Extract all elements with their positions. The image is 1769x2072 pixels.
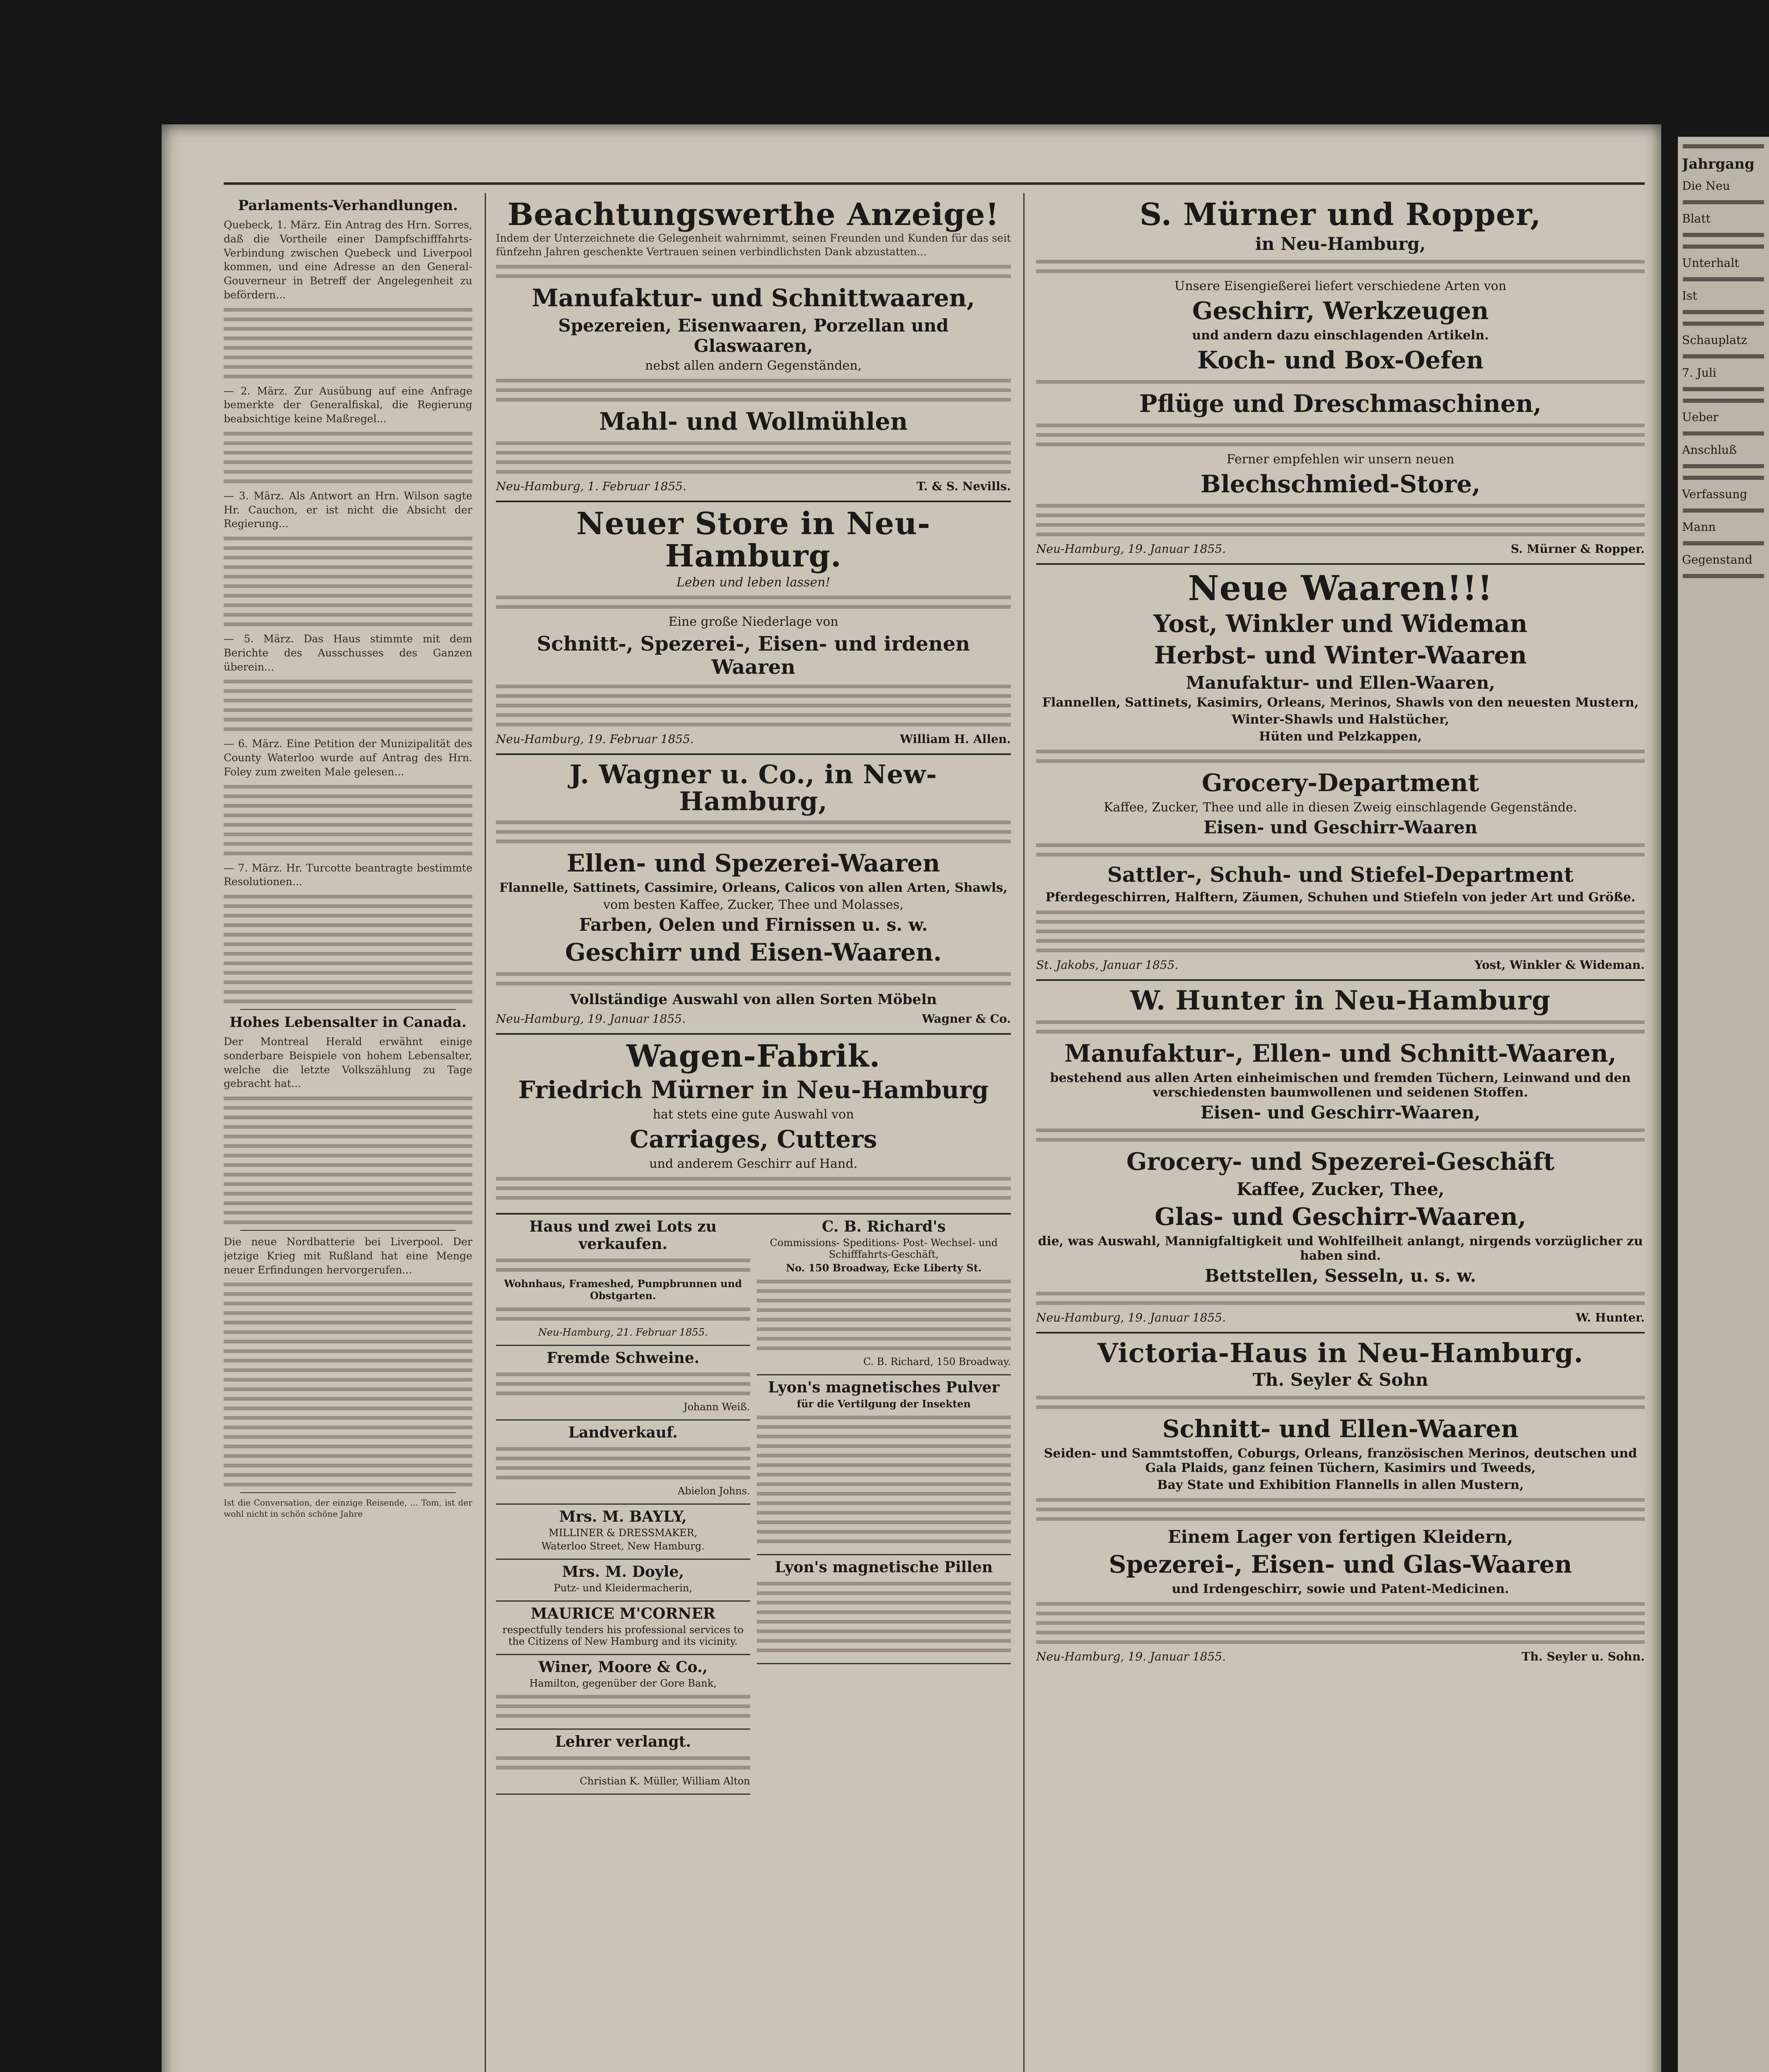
small-ad-title: MAURICE M'CORNER <box>530 1605 715 1623</box>
ad-headline: Manufaktur-, Ellen- und Schnitt-Waaren, <box>1064 1039 1617 1067</box>
adjacent-page-word: 7. Juli <box>1682 366 1716 380</box>
ad-line: hat stets eine gute Auswahl von <box>652 1107 854 1122</box>
ad-headline: Glas- und Geschirr-Waaren, <box>1155 1202 1526 1231</box>
text-line <box>1683 574 1764 578</box>
small-ad <box>757 1215 1011 1375</box>
ad-headline: Ellen- und Spezerei-Waaren <box>566 849 940 877</box>
advertisement <box>1036 193 1645 565</box>
adjacent-page-heading: Jahrgang <box>1682 156 1755 172</box>
advertisement <box>496 193 1011 502</box>
ad-footer <box>1036 958 1645 972</box>
small-ad-line: Hamilton, gegenüber der Gore Bank, <box>529 1677 717 1690</box>
ad-signature: Th. Seyler u. Sohn. <box>1521 1650 1645 1664</box>
text-lines <box>496 265 1011 278</box>
advertisement <box>1036 1334 1645 1671</box>
advertisement <box>496 755 1011 1035</box>
ad-date: Neu-Hamburg, 19. Januar 1855. <box>1036 542 1226 556</box>
ad-line: Flannelle, Sattinets, Cassimire, Orleans, Calicos von allen Arten, Shawls, <box>499 880 1008 895</box>
ad-line: Seiden- und Sammtstoffen, Coburgs, Orleans, französischen Merinos, deutschen und Gala Plaids, ganz feinen Tüchern, Kasimirs und Tweeds, <box>1044 1446 1637 1476</box>
divider <box>240 1009 456 1010</box>
text-line <box>1683 233 1764 237</box>
ad-signature: S. Mürner & Ropper. <box>1510 542 1645 556</box>
ad-headline: Koch- und Box-Oefen <box>1197 346 1484 374</box>
text-lines <box>496 1177 1011 1200</box>
text-lines <box>1036 380 1645 384</box>
small-ad-line: Waterloo Street, New Hamburg. <box>541 1540 705 1552</box>
adjacent-page-word: Ueber <box>1682 410 1719 424</box>
footnote: Ist die Conversation, der einzige Reisende, ... Tom, ist der wohl nicht in schön schöne Jahre <box>224 1498 472 1519</box>
text-line <box>1683 144 1764 148</box>
ad-line: Winter-Shawls und Halstücher, <box>1231 712 1450 727</box>
adjacent-page-edge <box>1678 137 1769 2072</box>
divider <box>240 1492 456 1493</box>
ads-column-right <box>1023 193 1645 2072</box>
text-line <box>1683 244 1764 249</box>
advertisement <box>496 502 1011 755</box>
small-ad-line: respectfully tenders his professional services to the Citizens of New Hamburg and its vicinity. <box>502 1624 744 1648</box>
text-lines <box>496 1259 750 1272</box>
advertisement <box>496 1035 1011 1215</box>
ad-footer <box>496 479 1011 493</box>
ad-headline: Herbst- und Winter-Waaren <box>1154 641 1527 669</box>
text-lines <box>224 1097 472 1224</box>
text-lines <box>1036 1396 1645 1409</box>
text-lines <box>757 1280 1011 1350</box>
text-line <box>1683 541 1764 545</box>
news-column <box>224 193 472 2072</box>
ad-title: Neue Waaren!!! <box>1188 568 1493 608</box>
ad-footer <box>1036 1311 1645 1324</box>
text-lines <box>1036 1128 1645 1142</box>
ad-headline: Carriages, Cutters <box>630 1125 877 1154</box>
ad-headline: Geschirr, Werkzeugen <box>1192 296 1489 325</box>
small-ad <box>496 1215 750 1346</box>
adjacent-page-word: Gegenstand <box>1682 553 1752 566</box>
ad-line: die, was Auswahl, Mannigfaltigkeit und Wohlfeilheit anlangt, nirgends vorzüglicher zu haben sind. <box>1038 1234 1643 1263</box>
small-ad <box>496 1602 750 1655</box>
small-ad-title: Lehrer verlangt. <box>555 1733 691 1751</box>
small-ad <box>496 1655 750 1730</box>
small-ad <box>496 1730 750 1795</box>
small-ad <box>496 1421 750 1505</box>
ad-title: Victoria-Haus in Neu-Hamburg. <box>1097 1337 1584 1369</box>
small-ad-signature: Christian K. Müller, William Alton <box>580 1775 750 1787</box>
text-lines <box>1036 504 1645 536</box>
small-ad <box>757 1555 1011 1664</box>
adjacent-page-word: Ist <box>1682 289 1697 303</box>
text-lines <box>1036 1498 1645 1521</box>
text-lines <box>1036 910 1645 952</box>
small-ad-signature: Abielon Johns. <box>677 1485 750 1497</box>
ad-date: Neu-Hamburg, 19. Februar 1855. <box>496 732 694 746</box>
divider <box>240 1230 456 1231</box>
ad-intro: Indem der Unterzeichnete die Gelegenheit wahrnimmt, seinen Freunden und Kunden für das seit fünfzehn Jahren geschenkte Vertrauen seinen verbindlichsten Dank abzustatten... <box>496 232 1011 258</box>
ad-line: Bay State und Exhibition Flannells in allen Mustern, <box>1157 1478 1524 1493</box>
text-lines <box>224 895 472 1003</box>
small-ad-line: MILLINER & DRESSMAKER, <box>549 1527 698 1539</box>
newspaper-page <box>162 124 1661 2072</box>
text-line <box>1683 310 1764 314</box>
text-lines <box>1036 1602 1645 1644</box>
text-lines <box>224 537 472 626</box>
small-ad-title: Mrs. M. BAYLY, <box>559 1508 687 1526</box>
ad-headline: Grocery-Department <box>1201 768 1479 797</box>
ad-line: und Irdengeschirr, sowie und Patent-Medicinen. <box>1172 1582 1509 1597</box>
ad-headline: Geschirr und Eisen-Waaren. <box>565 938 942 966</box>
article-paragraph: Die neue Nordbatterie bei Liverpool. Der jetzige Krieg mit Rußland hat eine Menge neuer Erfindungen hervorgerufen... <box>224 1236 472 1276</box>
ad-title: Neuer Store in Neu-Hamburg. <box>576 506 931 574</box>
article-paragraph: Der Montreal Herald erwähnt einige sonderbare Beispiele von hohem Lebensalter, welche die letzte Volkszählung zu Tage gebracht hat... <box>224 1036 472 1090</box>
text-line <box>1683 354 1764 358</box>
ad-subline: Farben, Oelen und Firnissen u. s. w. <box>579 914 928 935</box>
small-ad-title: Lyon's magnetisches Pulver <box>768 1379 1000 1397</box>
text-line <box>1683 508 1764 513</box>
small-ad <box>496 1505 750 1560</box>
article-paragraph: — 3. März. Als Antwort an Hrn. Wilson sagte Hr. Cauchon, er ist nicht die Absicht der Regierung... <box>224 489 472 530</box>
text-lines <box>224 432 472 483</box>
ad-footer <box>1036 542 1645 556</box>
ad-line: und andern dazu einschlagenden Artikeln. <box>1192 328 1489 343</box>
ad-title: J. Wagner u. Co., in New-Hamburg, <box>569 759 938 816</box>
ad-line: Eine große Niederlage von <box>668 614 839 629</box>
text-lines <box>224 680 472 731</box>
ad-subline: Eisen- und Geschirr-Waaren, <box>1200 1102 1481 1123</box>
adjacent-page-word: Anschluß <box>1682 443 1737 457</box>
small-ad <box>496 1346 750 1421</box>
text-line <box>1683 200 1764 204</box>
ad-headline: Manufaktur- und Schnittwaaren, <box>532 284 975 312</box>
small-ad <box>496 1560 750 1602</box>
advertisement <box>1036 565 1645 981</box>
article-paragraph: — 6. März. Eine Petition der Munizipalität des County Waterloo wurde auf Antrag des Hrn. Foley zum zweiten Male gelesen... <box>224 738 472 778</box>
ad-subline: Einem Lager von fertigen Kleidern, <box>1167 1527 1513 1547</box>
text-lines <box>496 972 1011 985</box>
ad-date: Neu-Hamburg, 1. Februar 1855. <box>496 479 686 494</box>
ad-line: Flannellen, Sattinets, Kasimirs, Orleans, Merinos, Shawls von den neuesten Mustern, <box>1042 695 1639 710</box>
small-ad-title: Winer, Moore & Co., <box>538 1658 708 1676</box>
text-lines <box>496 685 1011 726</box>
small-ad-signature: Johann Weiß. <box>683 1401 750 1413</box>
ad-line: Pferdegeschirren, Halftern, Zäumen, Schuhen und Stiefeln von jeder Art und Größe. <box>1045 890 1636 905</box>
ad-signature: T. & S. Nevills. <box>916 479 1011 494</box>
ad-headline: Sattler-, Schuh- und Stiefel-Department <box>1107 862 1574 887</box>
ad-subline: in Neu-Hamburg, <box>1255 233 1426 254</box>
text-lines <box>496 1695 750 1718</box>
text-lines <box>1036 1020 1645 1034</box>
small-ad-title: Mrs. M. Doyle, <box>562 1563 684 1581</box>
ad-headline: Friedrich Mürner in Neu-Hamburg <box>518 1076 989 1104</box>
text-lines <box>496 1756 750 1769</box>
ad-headline: Blechschmied-Store, <box>1200 470 1481 498</box>
small-ads-right <box>757 1215 1011 1795</box>
ad-title: W. Hunter in Neu-Hamburg <box>1130 985 1551 1016</box>
text-lines <box>224 1283 472 1486</box>
ads-column-middle <box>485 193 1011 2072</box>
text-line <box>1683 387 1764 391</box>
text-lines <box>1036 750 1645 763</box>
ad-subline: Vollständige Auswahl von allen Sorten Möbeln <box>570 991 937 1008</box>
ad-subline: Manufaktur- und Ellen-Waaren, <box>1186 672 1495 693</box>
adjacent-page-word: Schauplatz <box>1682 333 1747 347</box>
text-lines <box>496 379 1011 402</box>
text-lines <box>496 441 1011 474</box>
text-lines <box>496 1307 750 1321</box>
small-ad-line: Putz- und Kleidermacherin, <box>553 1582 692 1594</box>
adjacent-page-word: Verfassung <box>1682 487 1747 501</box>
small-ad-line: Wohnhaus, Frameshed, Pumpbrunnen und Obstgarten. <box>504 1278 742 1302</box>
ad-signature: Wagner & Co. <box>922 1012 1011 1026</box>
small-ad-date: Neu-Hamburg, 21. Februar 1855. <box>538 1326 708 1339</box>
small-ads-grid <box>496 1215 1011 1795</box>
small-ad-line: für die Vertilgung der Insekten <box>797 1398 971 1410</box>
ad-date: St. Jakobs, Januar 1855. <box>1036 958 1179 972</box>
ad-headline: Yost, Winkler und Wideman <box>1153 609 1527 638</box>
text-lines <box>1036 260 1645 273</box>
text-line <box>1683 322 1764 326</box>
ad-subline: Eisen- und Geschirr-Waaren <box>1203 817 1477 838</box>
ad-subline: Bettstellen, Sesseln, u. s. w. <box>1204 1265 1477 1286</box>
ad-line: vom besten Kaffee, Zucker, Thee und Molasses, <box>603 897 904 912</box>
article-paragraph: — 5. März. Das Haus stimmte mit dem Berichte des Ausschusses des Ganzen überein... <box>224 633 472 673</box>
ad-headline: Pflüge und Dreschmaschinen, <box>1139 389 1542 418</box>
ad-title: Wagen-Fabrik. <box>626 1038 881 1074</box>
ad-headline: Schnitt- und Ellen-Waaren <box>1162 1415 1519 1443</box>
small-ad-title: Haus und zwei Lots zu verkaufen. <box>529 1218 717 1253</box>
section-heading: Hohes Lebensalter in Canada. <box>230 1014 466 1031</box>
ad-line: Hüten und Pelzkappen, <box>1259 729 1422 744</box>
ad-footer <box>496 732 1011 746</box>
text-lines <box>224 785 472 855</box>
section-heading: Parlaments-Verhandlungen. <box>238 197 458 214</box>
article-paragraph: — 7. März. Hr. Turcotte beantragte bestimmte Resolutionen... <box>224 862 472 888</box>
small-ad-line: Commissions- Speditions- Post- Wechsel- und Schifffahrts-Geschäft, <box>770 1237 998 1261</box>
text-line <box>1683 277 1764 281</box>
ad-title: S. Mürner und Ropper, <box>1139 197 1542 232</box>
text-line <box>1683 431 1764 436</box>
ad-subline: Leben und leben lassen! <box>676 575 831 590</box>
text-line <box>1683 464 1764 468</box>
ad-date: Neu-Hamburg, 19. Januar 1855. <box>1036 1650 1226 1664</box>
text-line <box>1683 399 1764 403</box>
text-lines <box>757 1582 1011 1652</box>
ad-line: Kaffee, Zucker, Thee und alle in diesen Zweig einschlagende Gegenstände. <box>1104 800 1577 815</box>
text-lines <box>1036 1292 1645 1305</box>
advertisement <box>1036 981 1645 1334</box>
ad-signature: Yost, Winkler & Wideman. <box>1474 958 1645 972</box>
ad-subline: Kaffee, Zucker, Thee, <box>1236 1179 1445 1199</box>
small-ad <box>757 1375 1011 1555</box>
ad-footer <box>1036 1650 1645 1663</box>
text-line <box>1683 476 1764 480</box>
ad-headline: Schnitt-, Spezerei-, Eisen- und irdenen Waaren <box>536 632 970 679</box>
ad-subline: Th. Seyler & Sohn <box>1252 1370 1428 1390</box>
page-content <box>224 182 1645 2072</box>
small-ad-title: Landverkauf. <box>568 1424 678 1442</box>
ad-title: Beachtungswerthe Anzeige! <box>508 197 999 232</box>
small-ad-line: No. 150 Broadway, Ecke Liberty St. <box>785 1262 982 1274</box>
ad-signature: William H. Allen. <box>900 732 1011 746</box>
ad-line: Ferner empfehlen wir unsern neuen <box>1226 452 1455 467</box>
text-lines <box>496 595 1011 609</box>
adjacent-page-word: Die Neu <box>1682 179 1730 193</box>
ad-footer <box>496 1012 1011 1026</box>
text-lines <box>1036 843 1645 857</box>
ad-line: bestehend aus allen Arten einheimischen und fremden Tüchern, Leinwand und den verschiedensten baumwollenen und seidenen Stoffen. <box>1050 1070 1631 1100</box>
small-ad-signature: C. B. Richard, 150 Broadway. <box>863 1356 1011 1368</box>
ad-date: Neu-Hamburg, 19. Januar 1855. <box>496 1012 686 1026</box>
text-lines <box>496 1447 750 1479</box>
ad-subline: Spezereien, Eisenwaaren, Porzellan und Glaswaaren, <box>558 315 949 356</box>
text-lines <box>224 308 472 378</box>
small-ads-left <box>496 1215 750 1795</box>
article-paragraph: — 2. März. Zur Ausübung auf eine Anfrage bemerkte der Generalfiskal, die Regierung beabsichtige keine Maßregel... <box>224 385 472 425</box>
adjacent-page-word: Mann <box>1682 520 1716 534</box>
ad-line: und anderem Geschirr auf Hand. <box>649 1157 858 1172</box>
ad-date: Neu-Hamburg, 19. Januar 1855. <box>1036 1310 1226 1324</box>
ad-signature: W. Hunter. <box>1576 1310 1645 1324</box>
ad-line: nebst allen andern Gegenständen, <box>645 358 862 373</box>
ad-headline: Grocery- und Spezerei-Geschäft <box>1126 1147 1555 1176</box>
adjacent-page-word: Unterhalt <box>1682 256 1739 270</box>
text-lines <box>496 1372 750 1395</box>
text-lines <box>757 1416 1011 1543</box>
text-lines <box>1036 424 1645 446</box>
adjacent-page-word: Blatt <box>1682 212 1711 225</box>
ad-line: Unsere Eisengießerei liefert verschiedene Arten von <box>1174 278 1507 293</box>
small-ad-title: C. B. Richard's <box>822 1218 946 1236</box>
small-ad-title: Fremde Schweine. <box>546 1349 700 1367</box>
ad-headline: Mahl- und Wollmühlen <box>599 407 908 436</box>
small-ad-title: Lyon's magnetische Pillen <box>775 1559 993 1576</box>
article-paragraph: Quebeck, 1. März. Ein Antrag des Hrn. Sorres, daß die Vortheile einer Dampfschifffahrts-Verbindung zwischen Quebeck und Liverpool kommen, und eine Adresse an den General-Gouverneur in Betreff der Angelegenheit zu befördern... <box>224 219 472 301</box>
text-lines <box>496 821 1011 843</box>
ad-headline: Spezerei-, Eisen- und Glas-Waaren <box>1109 1550 1572 1579</box>
